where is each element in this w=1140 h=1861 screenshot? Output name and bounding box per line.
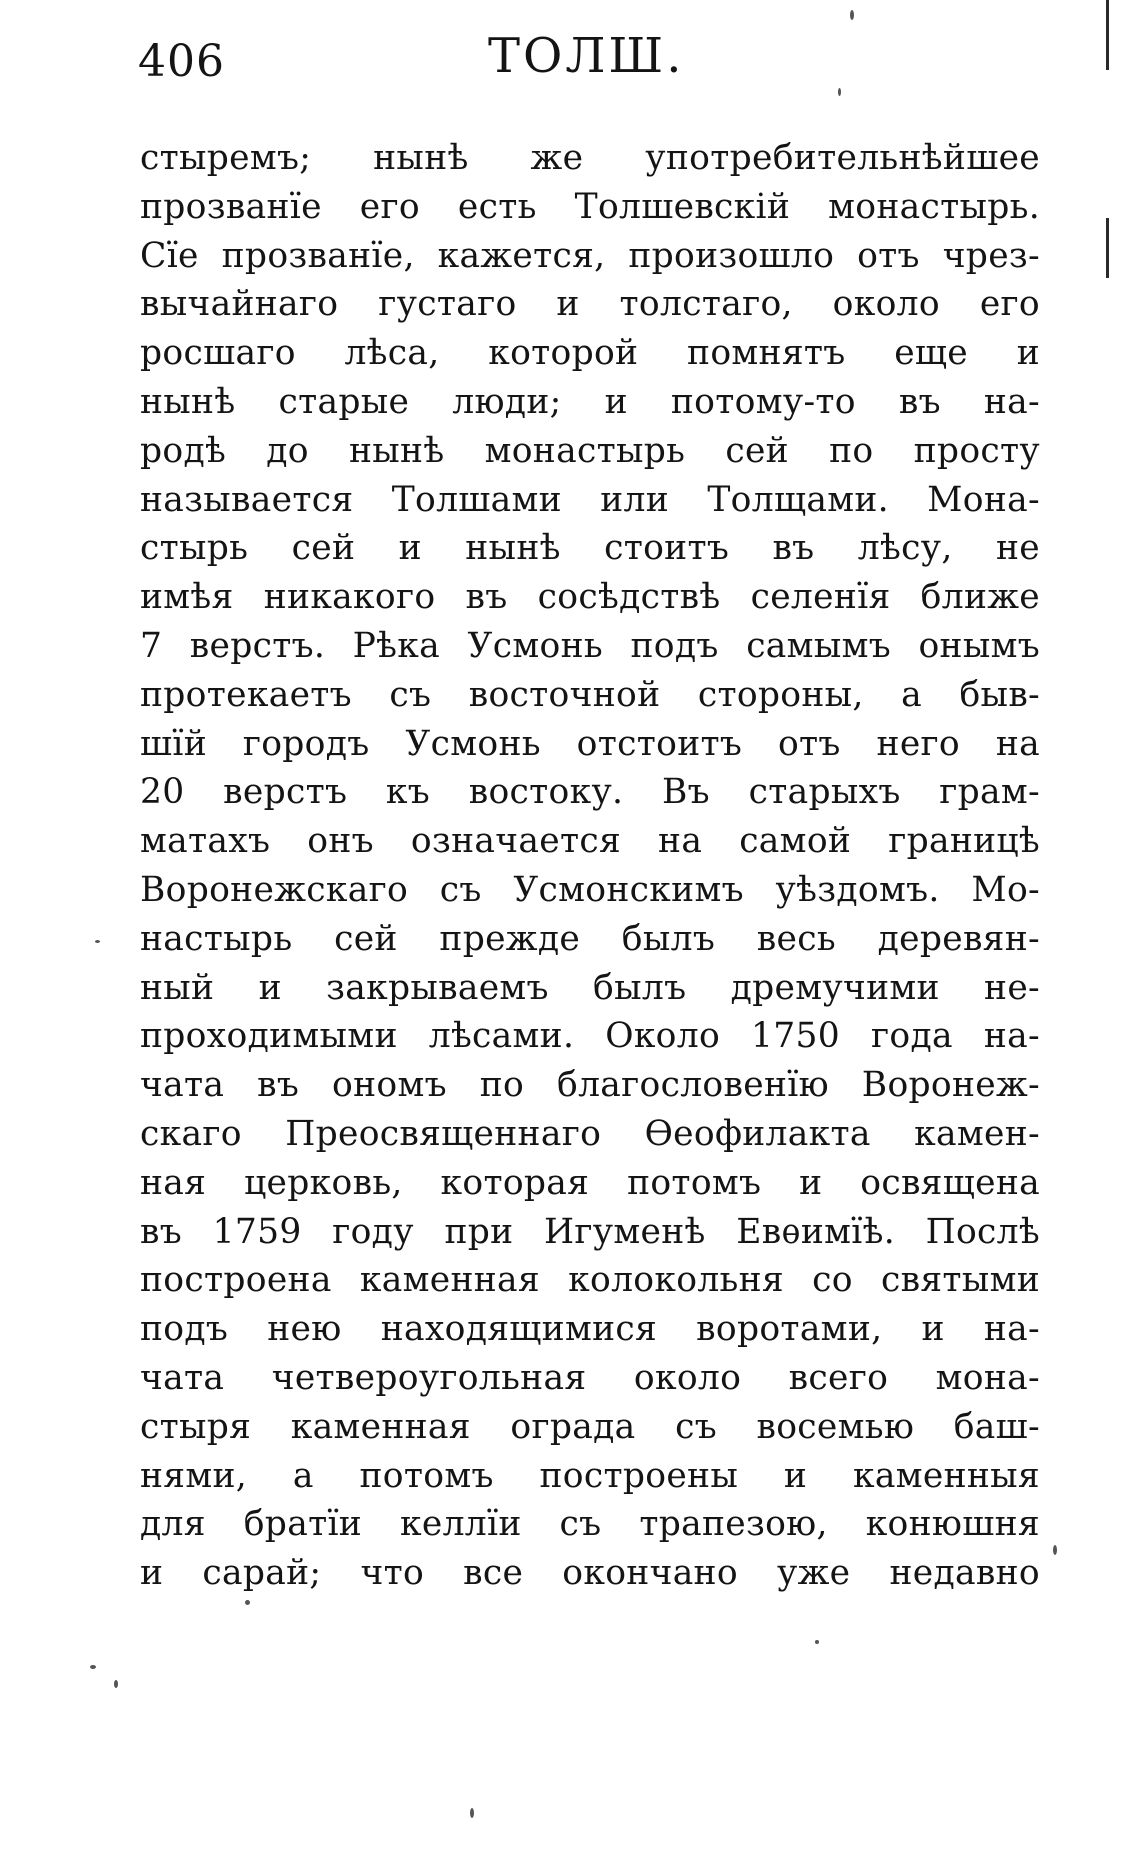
text-line: и сарай; что все окончано уже недавно [140,1553,1040,1594]
text-line: имѣя никакого въ сосѣдствѣ селенїя ближе [140,577,1040,618]
scan-edge-mark [1106,218,1109,278]
text-line: построена каменная колокольня со святыми [140,1260,1040,1301]
body-text [140,134,1040,1598]
running-title: ТОЛШ. [488,28,685,84]
scan-speck [815,1640,819,1644]
scan-speck [245,1600,250,1605]
text-line: чата четвероугольная около всего мона- [140,1357,1040,1398]
text-line: Сїе прозванїе, кажется, произошло отъ чрез- [140,235,1040,276]
scan-speck [90,1665,96,1669]
scan-speck [838,88,841,96]
text-line: чата въ ономъ по благословенїю Воронеж- [140,1065,1040,1106]
text-line: протекаетъ съ восточной стороны, а быв- [140,674,1040,715]
text-line: нями, а потомъ построены и каменныя [140,1455,1040,1496]
text-line: скаго Преосвященнаго Ѳеофилакта камен- [140,1113,1040,1154]
text-line: Воронежскаго съ Усмонскимъ уѣздомъ. Мо- [140,869,1040,910]
text-line: подъ нею находящимися воротами, и на- [140,1309,1040,1350]
text-line: родѣ до нынѣ монастырь сей по просту [140,430,1040,471]
text-line: прозванїе его есть Толшевскій монастырь. [140,186,1040,227]
text-line: проходимыми лѣсами. Около 1750 года на- [140,1016,1040,1057]
scan-speck [850,10,854,20]
text-line: въ 1759 году при Игуменѣ Евѳимїѣ. Послѣ [140,1211,1040,1252]
text-line: шїй городъ Усмонь отстоитъ отъ него на [140,723,1040,764]
text-line: росшаго лѣса, которой помнятъ еще и [140,333,1040,374]
text-line: матахъ онъ означается на самой границѣ [140,821,1040,862]
text-line: 7 верстъ. Рѣка Усмонь подъ самымъ онымъ [140,625,1040,666]
scan-speck [114,1680,118,1688]
page-number: 406 [138,36,225,87]
text-line: настырь сей прежде былъ весь деревян- [140,918,1040,959]
text-line: 20 верстъ къ востоку. Въ старыхъ грам- [140,772,1040,813]
text-line: стырь сей и нынѣ стоитъ въ лѣсу, не [140,528,1040,569]
scan-speck [1053,1545,1057,1555]
text-line: ная церковь, которая потомъ и освящена [140,1162,1040,1203]
scan-edge-mark [1106,0,1109,70]
text-line: вычайнаго густаго и толстаго, около его [140,284,1040,325]
scan-speck [95,940,100,943]
text-line: ный и закрываемъ былъ дремучими не- [140,967,1040,1008]
text-line: называется Толшами или Толщами. Мона- [140,479,1040,520]
text-line: для братїи келлїи съ трапезою, конюшня [140,1504,1040,1545]
text-line: нынѣ старые люди; и потому-то въ на- [140,381,1040,422]
scan-speck [470,1808,474,1818]
text-line: стыремъ; нынѣ же употребительнѣйшее [140,138,1040,178]
text-line: стыря каменная ограда съ восемью баш- [140,1406,1040,1447]
page-header [138,28,1038,98]
